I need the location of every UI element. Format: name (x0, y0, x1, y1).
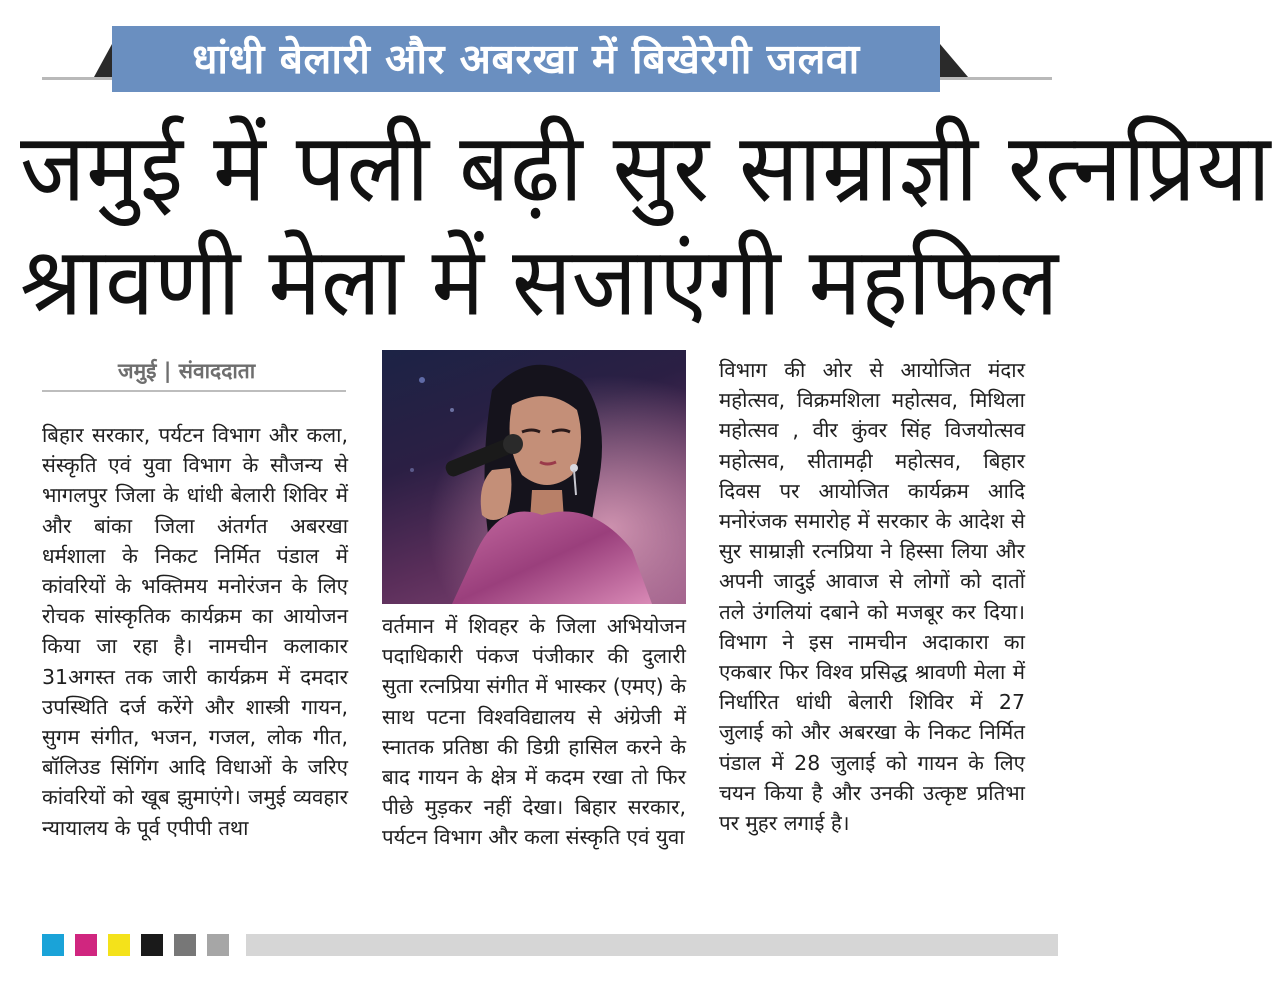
dateline: जमुई | संवाददाता (118, 359, 256, 383)
article-column-2: वर्तमान में शिवहर के जिला अभियोजन पदाधिकारी पंकज पंजीकार की दुलारी सुता रत्नप्रिया संगीत में भास्कर (एमए) के साथ पटना विश्वविद्यालय से अंग्रेजी में स्नातक प्रतिष्ठा की डिग्री हासिल करने के बाद गायन के क्षेत्र में कदम रखा तो फिर पीछे मुड़कर नहीं देखा। बिहार सरकार, पर्यटन विभाग और कला संस्कृति एवं युवा (382, 614, 686, 850)
swatch-cyan (42, 934, 64, 956)
swatch-black (141, 934, 163, 956)
swatch-dark-gray (174, 934, 196, 956)
kicker-banner: धांधी बेलारी और अबरखा में बिखेरेगी जलवा (112, 26, 940, 92)
swatch-magenta (75, 934, 97, 956)
swatch-yellow (108, 934, 130, 956)
kicker-left-fold (94, 44, 112, 77)
swatch-light-gray (207, 934, 229, 956)
kicker-right-fold (940, 44, 968, 77)
singer-photo (382, 350, 686, 604)
article-column-1: बिहार सरकार, पर्यटन विभाग और कला, संस्कृति एवं युवा विभाग के सौजन्य से भागलपुर जिला के धांधी बेलारी शिविर में और बांका जिला अंतर्गत अबरखा धर्मशाला के निकट निर्मित पंडाल में कांवरियों के भक्तिमय मनोरंजन के लिए रोचक सांस्कृतिक कार्यक्रम का आयोजन किया जा रहा है। नामचीन कलाकार 31अगस्त तक जारी कार्यक्रम में दमदार उपस्थिति दर्ज करेंगे और शास्त्री गायन, सुगम संगीत, भजन, गजल, लोक गीत, बॉलिउड सिंगिंग आदि विधाओं के जरिए कांवरियों को खूब झुमाएंगे। जमुई व्यवहार न्यायालय के पूर्व एपीपी तथा (42, 423, 348, 840)
bottom-bar (246, 934, 1058, 956)
singer-photo-illustration (382, 350, 686, 604)
article-column-3: विभाग की ओर से आयोजित मंदार महोत्सव, विक्रमशिला महोत्सव, मिथिला महोत्सव , वीर कुंवर सिंह विजयोत्सव महोत्सव, सीतामढ़ी महोत्सव, बिहार दिवस पर आयोजित कार्यक्रम आदि मनोरंजक समारोह में सरकार के आदेश से सुर साम्राज्ञी रत्नप्रिया ने हिस्सा लिया और अपनी जादुई आवाज से लोगों को दातों तले उंगलियां दबाने को मजबूर कर दिया। विभाग ने इस नामचीन अदाकारा का एकबार फिर विश्व प्रसिद्ध श्रावणी मेला में निर्धारित धांधी बेलारी शिविर में 27 जुलाई को और अबरखा के निकट निर्मित पंडाल में 28 जुलाई को गायन के लिए चयन किया है और उनकी उत्कृष्ट प्रतिभा पर मुहर लगाई है। (719, 358, 1025, 836)
headline-line-2: श्रावणी मेला में सजाएंगी महफिल (20, 225, 1059, 338)
dateline-rule (42, 390, 346, 392)
headline-line-1: जमुई में पली बढ़ी सुर साम्राज्ञी रत्नप्रिया (20, 111, 1272, 224)
